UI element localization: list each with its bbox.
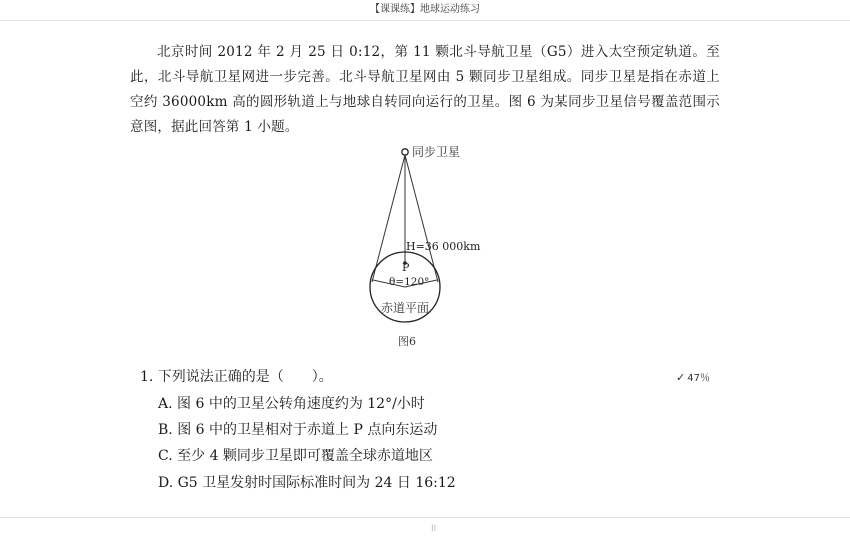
correct-rate-badge [676, 369, 710, 384]
question-stem: 1. 下列说法正确的是（ ）。 [140, 369, 333, 385]
header-title: 【课课练】地球运动练习 [370, 4, 480, 15]
passage-text: 北京时间 2012 年 2 月 25 日 0:12，第 11 颗北斗导航卫星（G5）进入太空预定轨道。至此，北斗导航卫星网进一步完善。北斗导航卫星网由 5 颗同步卫星组成。同步卫星是指在赤道上空约 36000km 高的圆形轨道上与地球自转同向运行的卫星。图 6 为某同步卫星信号覆盖范围示意图，据此回答第 1 小题。 [130, 44, 720, 135]
angle-label: θ=120° [389, 276, 430, 288]
check-icon: ✓ [676, 371, 686, 384]
height-label: H=36 000km [406, 240, 481, 253]
correct-rate-value: 47％ [687, 373, 710, 384]
satellite-label: 同步卫星 [412, 145, 461, 159]
option-b[interactable]: B. 图 6 中的卫星相对于赤道上 P 点向东运动 [158, 422, 438, 438]
point-p-label: P [402, 261, 410, 274]
pager-handle-icon[interactable]: II [431, 524, 437, 534]
bottom-divider [0, 517, 850, 518]
figure-caption: 图6 [398, 335, 416, 348]
page-header [0, 0, 850, 21]
satellite-icon [402, 149, 408, 155]
option-d[interactable]: D. G5 卫星发射时国际标准时间为 24 日 16:12 [158, 475, 456, 491]
coverage-line-left [372, 155, 405, 282]
option-c[interactable]: C. 至少 4 颗同步卫星即可覆盖全球赤道地区 [158, 448, 433, 464]
option-a[interactable]: A. 图 6 中的卫星公转角速度约为 12°/小时 [158, 396, 425, 412]
satellite-coverage-figure [330, 142, 510, 352]
coverage-line-right [405, 155, 438, 282]
plane-label: 赤道平面 [381, 301, 430, 315]
